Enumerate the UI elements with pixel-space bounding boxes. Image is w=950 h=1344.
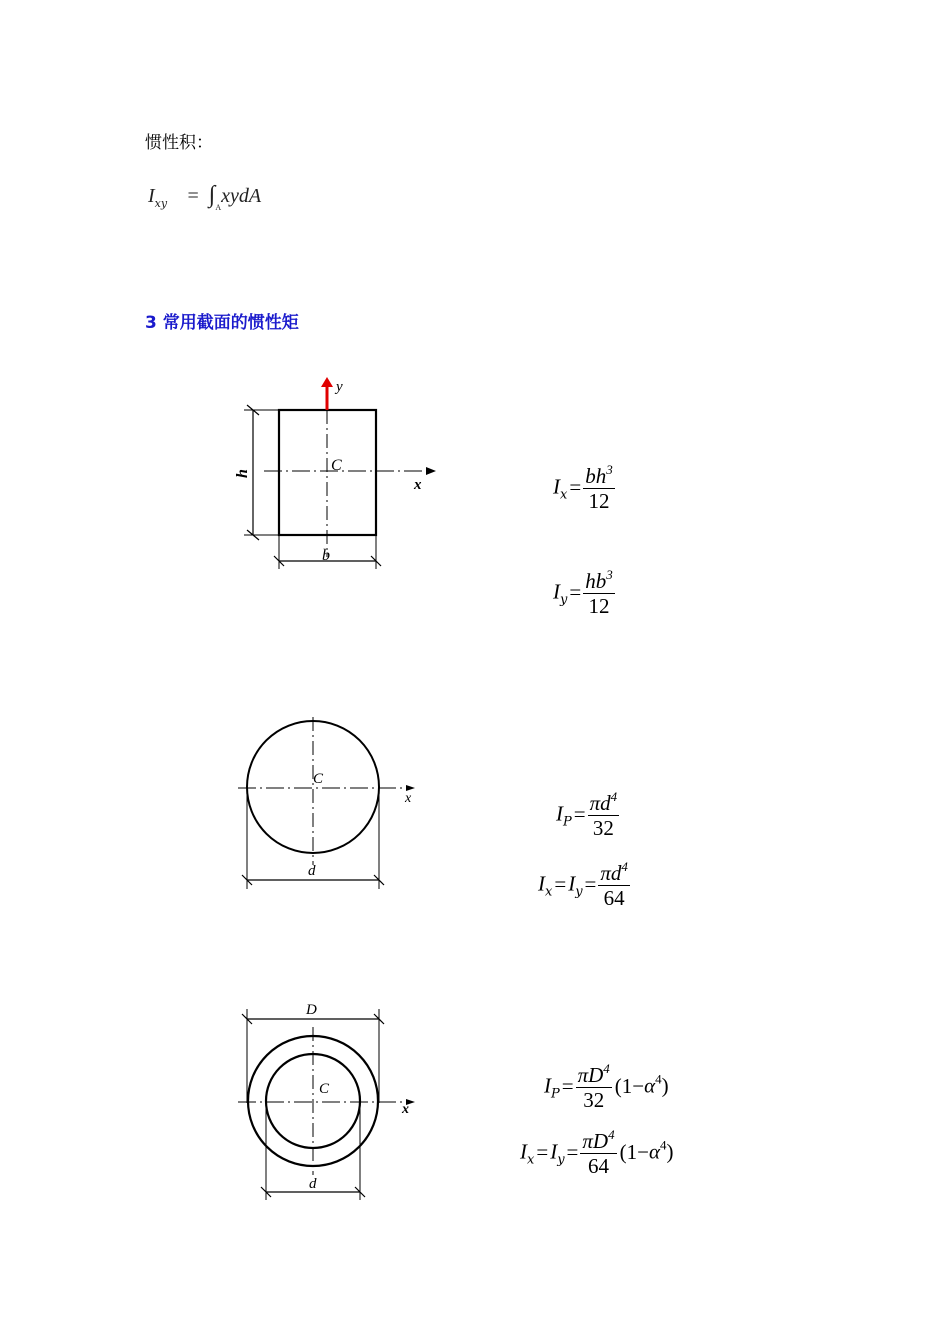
ring-ip-symbol: I — [544, 1073, 551, 1098]
ring-D-label: D — [306, 1002, 317, 1018]
centroid-label: C — [331, 457, 342, 474]
x-axis-arrowhead — [426, 467, 436, 475]
circle-ip-formula — [556, 790, 619, 840]
b-label: b — [322, 547, 330, 564]
ring-ip-alpha: α — [644, 1073, 656, 1098]
y-axis-label: y — [336, 379, 343, 395]
formula-subscript: xy — [154, 197, 168, 210]
ring-ixy-alpha: α — [648, 1139, 660, 1164]
ring-ixy-equals-2: = — [566, 1139, 579, 1164]
iy-exponent: 3 — [606, 567, 613, 582]
ring-ixy-factor-close: ) — [666, 1139, 674, 1164]
circle-x-label: x — [405, 791, 412, 806]
ixy-subscript-x: x — [545, 884, 553, 900]
ring-ip-factor-open: (1− — [614, 1073, 645, 1098]
ixy-pi: π — [600, 861, 611, 885]
ip-equals: = — [573, 801, 586, 826]
formula-symbol: I — [148, 185, 155, 207]
ring-ixy-fraction — [580, 1128, 616, 1178]
ip-subscript: P — [563, 814, 572, 830]
ring-x-label: x — [402, 1102, 409, 1117]
ring-ip-exponent: 4 — [603, 1061, 610, 1076]
ix-symbol: I — [553, 474, 560, 499]
ixy-equals-1: = — [554, 871, 567, 896]
formula-equals: = — [187, 185, 199, 207]
h-label: h — [234, 469, 251, 478]
ring-centroid-label: C — [319, 1081, 330, 1097]
ixy-subscript-y: y — [575, 884, 583, 900]
ip-exponent: 4 — [610, 789, 618, 804]
product-of-inertia-label: 惯性积： — [145, 133, 213, 153]
iy-fraction — [583, 568, 615, 618]
iy-symbol: I — [553, 579, 560, 604]
ixy-symbol-x: I — [538, 871, 545, 896]
ring-section-figure — [230, 995, 430, 1210]
ring-ip-formula — [544, 1062, 669, 1112]
formula-integrand: xydA — [221, 185, 262, 207]
ip-symbol: I — [556, 801, 563, 826]
ip-numerator: d — [600, 791, 611, 815]
ix-fraction — [583, 463, 615, 513]
ixy-equals-2: = — [584, 871, 597, 896]
product-of-inertia-formula — [148, 182, 261, 212]
ring-ip-equals: = — [561, 1073, 574, 1098]
rect-iy-formula — [553, 568, 615, 618]
ixy-symbol-y: I — [568, 871, 576, 896]
ring-ixy-subscript-x: x — [527, 1152, 535, 1168]
ring-ixy-formula — [520, 1128, 673, 1178]
circle-section-figure — [230, 715, 430, 895]
x-axis-label: x — [414, 477, 422, 493]
ring-d-label: d — [309, 1176, 317, 1192]
rect-ix-formula — [553, 463, 615, 513]
ix-exponent: 3 — [606, 462, 613, 477]
ixy-fraction — [598, 860, 630, 910]
ip-denominator: 32 — [592, 816, 614, 841]
ring-ip-subscript: P — [551, 1086, 560, 1102]
y-axis-arrowhead — [321, 377, 333, 387]
ixy-exponent: 4 — [621, 859, 628, 874]
section-heading: 3 常用截面的惯性矩 — [145, 313, 299, 333]
ring-ip-fraction — [576, 1062, 612, 1112]
ring-ip-factor-close: ) — [661, 1073, 669, 1098]
ring-ixy-subscript-y: y — [557, 1152, 565, 1168]
ring-ip-numerator: D — [588, 1063, 604, 1087]
ixy-numerator: d — [610, 861, 622, 885]
circle-ixy-formula — [538, 860, 630, 910]
ip-fraction — [588, 790, 620, 840]
integral-subscript: A — [215, 203, 222, 212]
ring-ixy-symbol-x: I — [520, 1139, 527, 1164]
ring-ip-pi: π — [577, 1063, 589, 1087]
ixy-denominator: 64 — [603, 886, 625, 911]
circle-outline — [247, 721, 379, 853]
circle-d-label: d — [308, 863, 316, 879]
iy-numerator: hb — [585, 569, 607, 593]
ring-ip-alpha-exponent: 4 — [655, 1071, 662, 1087]
circle-centroid-label: C — [313, 771, 324, 787]
ring-ixy-numerator: D — [592, 1129, 609, 1153]
ring-ixy-exponent: 4 — [608, 1127, 615, 1142]
ring-ixy-symbol-y: I — [550, 1139, 558, 1164]
iy-equals: = — [569, 579, 582, 604]
iy-denominator: 12 — [588, 594, 610, 619]
ix-subscript: x — [560, 487, 568, 503]
rectangle-section-figure — [230, 372, 440, 577]
ring-ip-denominator: 32 — [583, 1088, 605, 1113]
ring-ixy-alpha-exponent: 4 — [659, 1137, 667, 1153]
ix-numerator: bh — [585, 464, 607, 488]
ring-ixy-factor-open: (1− — [619, 1139, 649, 1164]
ix-equals: = — [569, 474, 582, 499]
ring-ixy-pi: π — [582, 1129, 593, 1153]
ring-ixy-equals-1: = — [536, 1139, 549, 1164]
ip-pi: π — [589, 791, 601, 815]
ring-ixy-denominator: 64 — [587, 1154, 609, 1179]
iy-subscript: y — [560, 592, 568, 608]
ix-denominator: 12 — [588, 489, 610, 514]
integral-sign: ∫ — [208, 182, 216, 208]
